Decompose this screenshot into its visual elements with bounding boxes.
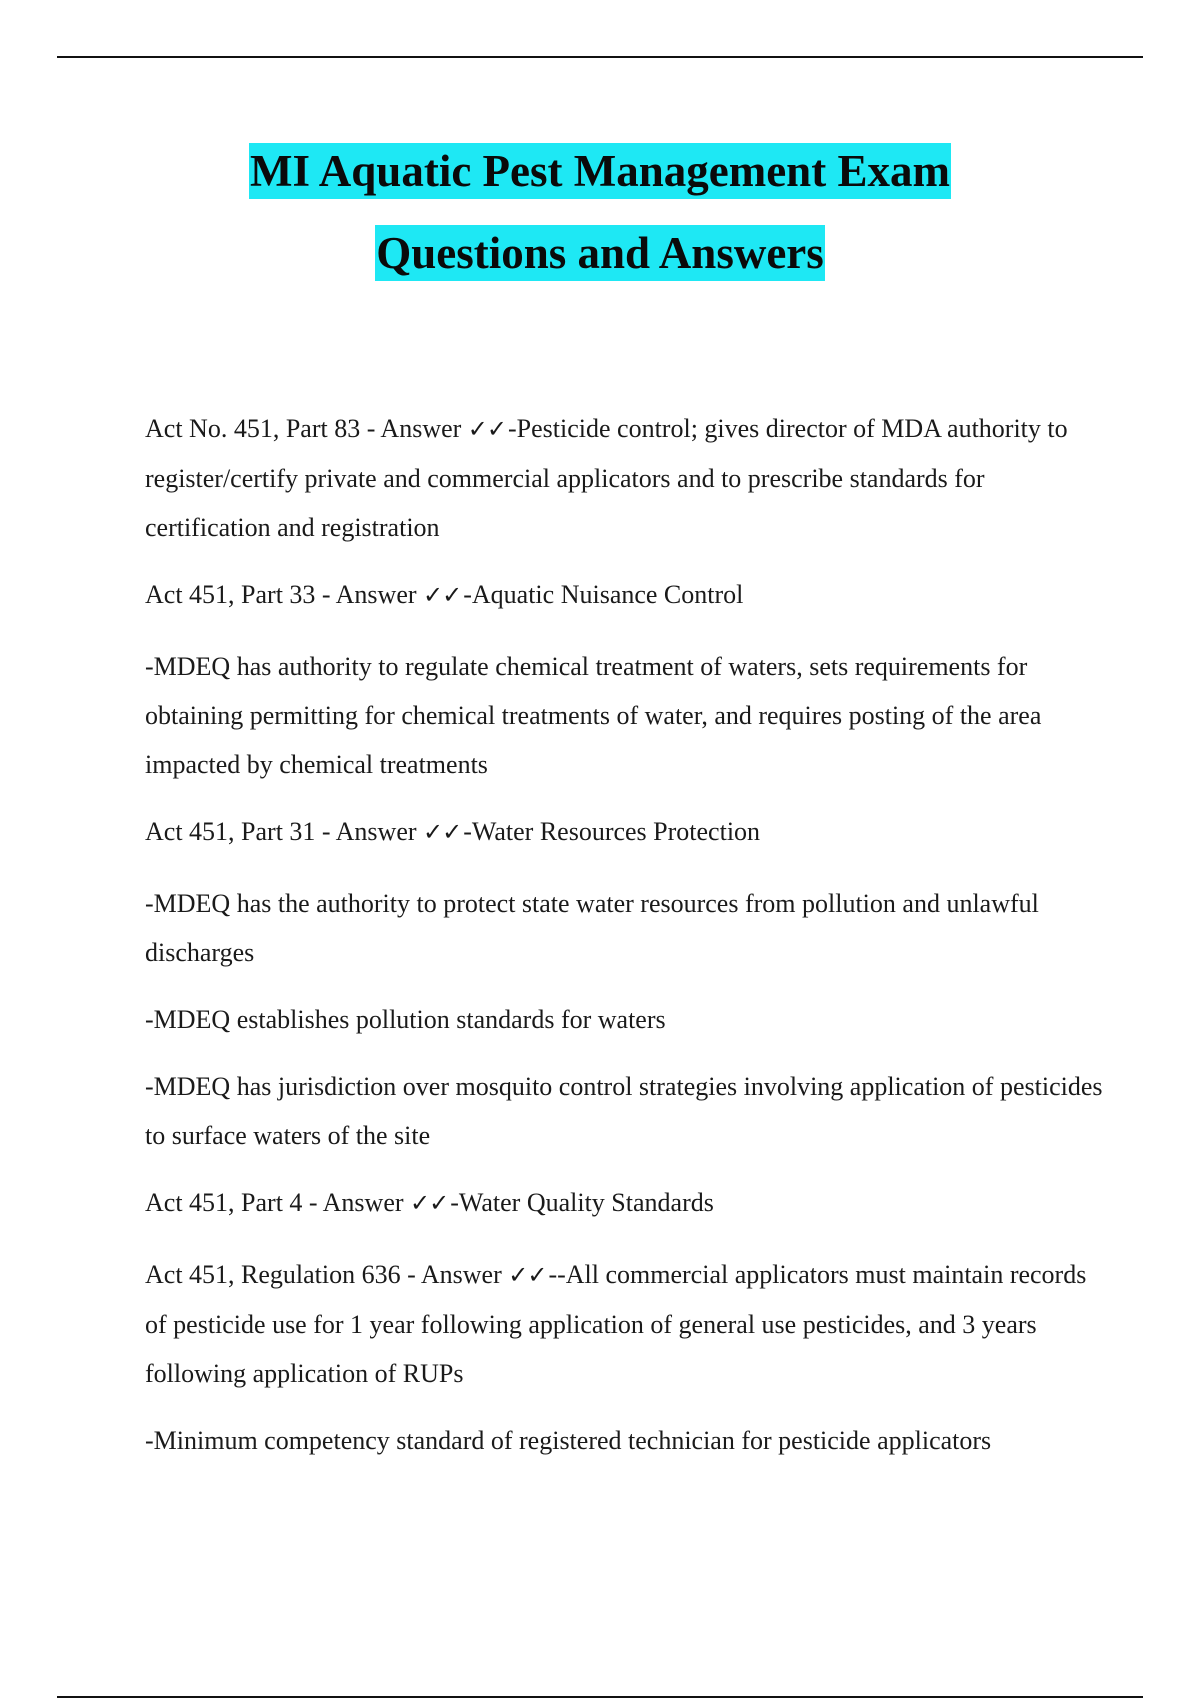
question-text: Act 451, Regulation 636 - Answer xyxy=(145,1260,509,1289)
double-check-icon: ✓✓ xyxy=(467,415,507,443)
question-text: Act 451, Part 33 - Answer xyxy=(145,580,424,609)
title-line-1: MI Aquatic Pest Management Exam xyxy=(249,143,951,199)
answer-text: -Pesticide control; gives director of MDA authority to register/certify private and commercial applicators and to prescribe standards for certification and registration xyxy=(145,414,1068,542)
qa-paragraph xyxy=(145,404,1105,552)
document-title xyxy=(0,143,1200,281)
title-line-2: Questions and Answers xyxy=(375,225,825,281)
text-paragraph: -MDEQ has the authority to protect state water resources from pollution and unlawful discharges xyxy=(145,889,1039,967)
question-text: Act 451, Part 31 - Answer xyxy=(145,817,424,846)
bottom-rule xyxy=(57,1696,1143,1698)
answer-text: --All commercial applicators must maintain records of pesticide use for 1 year following application of general use pesticides, and 3 years following application of RUPs xyxy=(145,1260,1087,1388)
qa-paragraph xyxy=(145,570,1105,620)
document-body xyxy=(145,404,1105,1483)
top-rule xyxy=(57,56,1143,58)
text-paragraph: -MDEQ has jurisdiction over mosquito control strategies involving application of pesticides to surface waters of the site xyxy=(145,1072,1103,1150)
qa-paragraph xyxy=(145,1178,1105,1228)
answer-text: -Aquatic Nuisance Control xyxy=(463,580,744,609)
double-check-icon: ✓✓ xyxy=(410,1189,449,1217)
answer-text: -Water Resources Protection xyxy=(463,817,761,846)
question-text: Act 451, Part 4 - Answer xyxy=(145,1188,411,1217)
double-check-icon: ✓✓ xyxy=(423,581,462,609)
qa-paragraph xyxy=(145,807,1105,857)
text-paragraph: -Minimum competency standard of registered technician for pesticide applicators xyxy=(145,1426,992,1455)
double-check-icon: ✓✓ xyxy=(423,818,462,846)
answer-text: -Water Quality Standards xyxy=(450,1188,714,1217)
qa-paragraph xyxy=(145,1250,1105,1398)
text-paragraph: -MDEQ establishes pollution standards for waters xyxy=(145,1005,666,1034)
text-paragraph: -MDEQ has authority to regulate chemical treatment of waters, sets requirements for obtaining permitting for chemical treatments of water, and requires posting of the area impacted by chemical treatments xyxy=(145,652,1042,779)
question-text: Act No. 451, Part 83 - Answer xyxy=(145,414,468,443)
double-check-icon: ✓✓ xyxy=(508,1261,547,1289)
